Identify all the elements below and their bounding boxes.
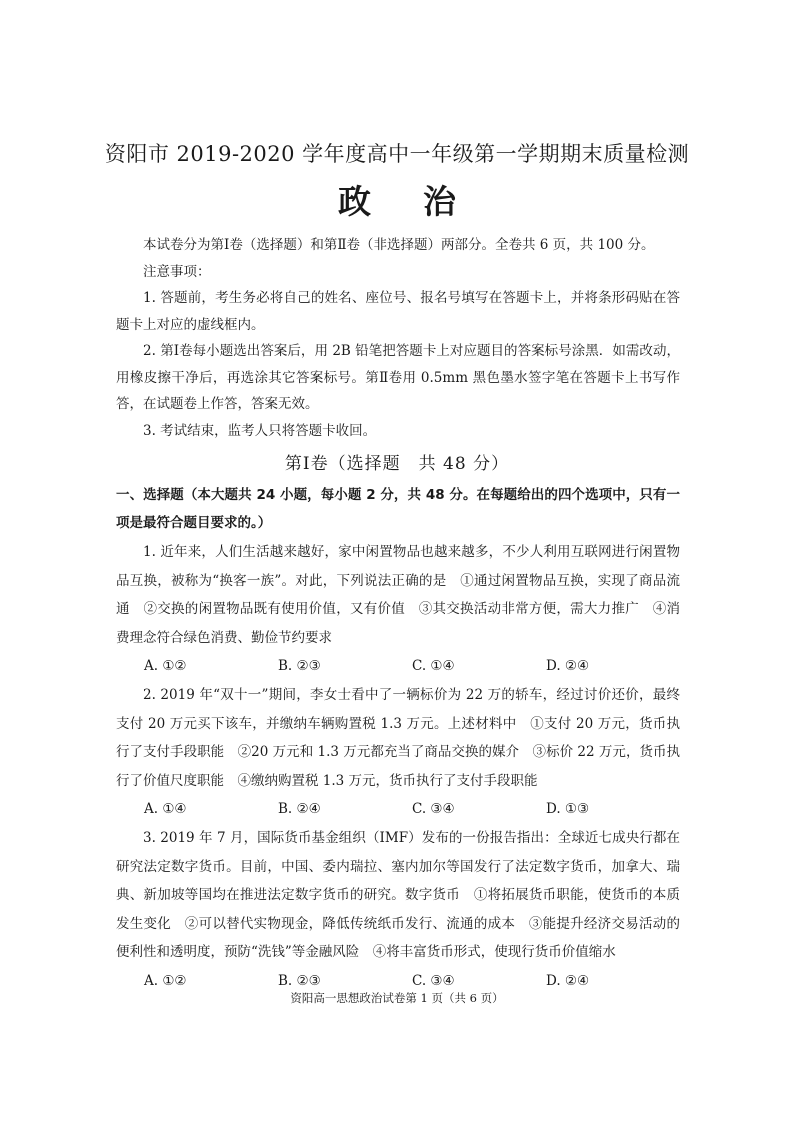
option-d: D. ②④ <box>546 972 590 989</box>
option-b: B. ②④ <box>278 801 321 818</box>
option-d: D. ①③ <box>546 801 590 818</box>
option-row <box>116 652 680 681</box>
option-d: D. ②④ <box>546 658 590 675</box>
notice-item: 1. 答题前，考生务必将自己的姓名、座位号、报名号填写在答题卡上，并将条形码贴在答题卡上对应的虚线框内。 <box>116 290 680 333</box>
question-item <box>116 681 680 824</box>
notice-block <box>116 232 680 444</box>
subject-title: 政治 <box>338 182 508 221</box>
option-c: C. ③④ <box>412 972 455 989</box>
exam-title: 资阳市 2019-2020 学年度高中一年级第一学期期末质量检测 <box>104 142 690 166</box>
option-c: C. ③④ <box>412 801 455 818</box>
option-a: A. ①④ <box>144 801 187 818</box>
notice-intro: 本试卷分为第Ⅰ卷（选择题）和第Ⅱ卷（非选择题）两部分。全卷共 6 页，共 100 分。 <box>143 237 655 253</box>
notice-item: 3. 考试结束，监考人只将答题卡收回。 <box>143 422 377 439</box>
question-stem: 3. 2019 年 7 月，国际货币基金组织（IMF）发布的一份报告指出：全球近七成央行都在研究法定数字货币。目前，中国、委内瑞拉、塞内加尔等国发行了法定数字货币，加拿大、瑞典、新加坡等国均在推进法定数字货币的研究。数字货币 ①将拓展货币职能，使货币的本质发生变化 ②可以替代实物现金，降低传统纸币发行、流通的成本 ③能提升经济交易活动的便利性和透明度，预防“洗钱”等金融风险 ④将丰富货币形式，使现行货币价值缩水 <box>116 829 680 961</box>
question-list <box>116 538 680 996</box>
question-item <box>116 824 680 996</box>
page-footer: 资阳高一思想政治试卷第 1 页（共 6 页） <box>290 991 504 1005</box>
option-a: A. ①② <box>144 972 187 989</box>
option-row <box>116 795 680 824</box>
option-b: B. ②③ <box>278 972 321 989</box>
question-stem: 1. 近年来，人们生活越来越好，家中闲置物品也越来越多，不少人利用互联网进行闲置物品互换，被称为“换客一族”。对此，下列说法正确的是 ①通过闲置物品互换，实现了商品流通 ②交换的闲置物品既有使用价值，又有价值 ③其交换活动非常方便，需大力推广 ④消费理念符合绿色消费、勤俭节约要求 <box>116 544 680 646</box>
question-stem: 2. 2019 年“双十一”期间，李女士看中了一辆标价为 22 万的轿车，经过讨价还价，最终支付 20 万元买下该车，并缴纳车辆购置税 1.3 万元。上述材料中 ①支付 20 万元，货币执行了支付手段职能 ②20 万元和 1.3 万元都充当了商品交换的媒介 ③标价 22 万元，货币执行了价值尺度职能 ④缴纳购置税 1.3 万元，货币执行了支付手段职能 <box>116 686 680 789</box>
question-item <box>116 538 680 681</box>
notice-title: 注意事项： <box>143 263 211 280</box>
part1-heading: 第Ⅰ卷（选择题 共 48 分） <box>284 454 510 474</box>
option-b: B. ②③ <box>278 658 321 675</box>
option-c: C. ①④ <box>412 658 455 675</box>
option-a: A. ①② <box>144 658 187 675</box>
notice-item: 2. 第Ⅰ卷每小题选出答案后，用 2B 铅笔把答题卡上对应题目的答案标号涂黑．如需改动，用橡皮擦干净后，再选涂其它答案标号。第Ⅱ卷用 0.5mm 黑色墨水签字笔在答题卡上书写作答，在试题卷上作答，答案无效。 <box>116 343 680 412</box>
part1-instruction: 一、选择题（本大题共 24 小题，每小题 2 分，共 48 分。在每题给出的四个选项中，只有一项是最符合题目要求的。） <box>116 487 680 531</box>
